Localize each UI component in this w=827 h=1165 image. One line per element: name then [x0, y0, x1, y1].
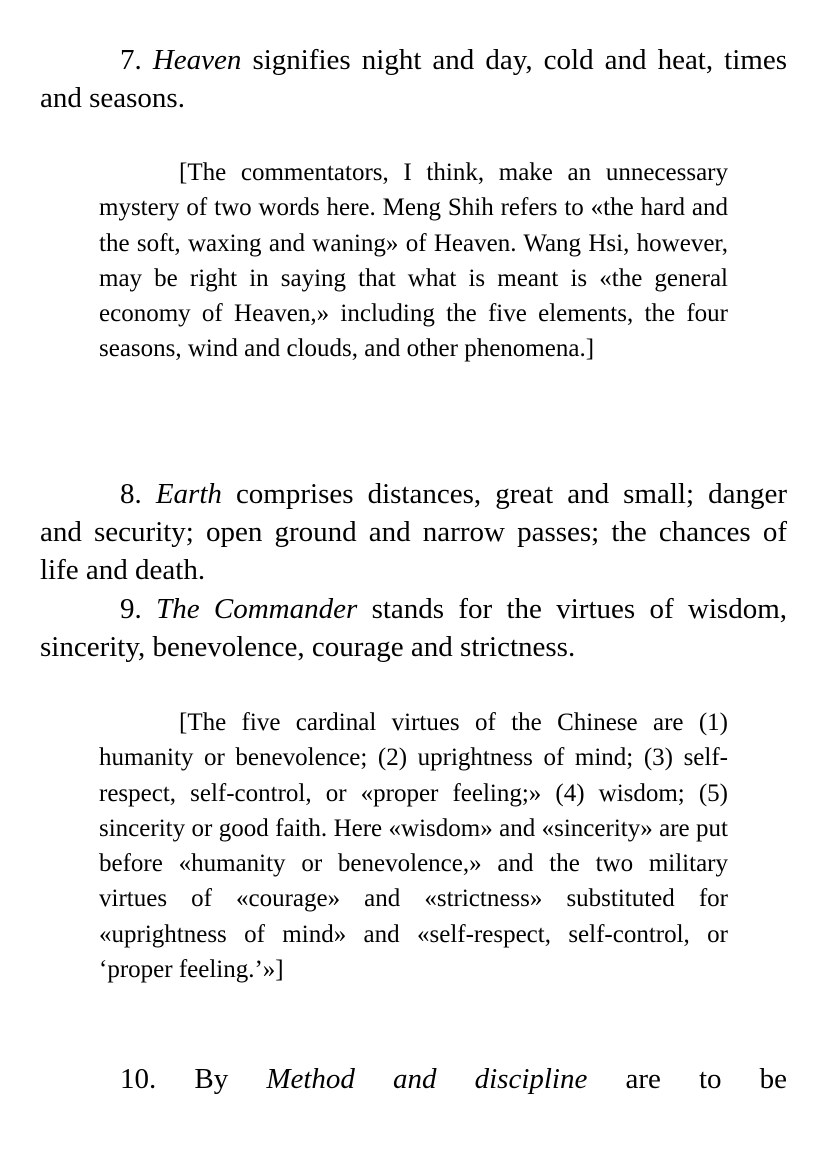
paragraph-9: [40, 590, 787, 666]
paragraph-9-number: 9.: [120, 593, 142, 625]
paragraph-8-number: 8.: [120, 478, 142, 510]
paragraph-10-term: Method and discipline: [266, 1063, 588, 1095]
paragraph-7: [40, 41, 787, 117]
paragraph-10-text: are to be: [625, 1063, 788, 1095]
commentary-note-7: [The commentators, I think, make an unnecessary mystery of two words here. Meng Shih refers to «the hard and the soft, waxing and waning» of Heaven. Wang Hsi, however, may be right in saying that what is meant is «the general economy of Heaven,» including the five elements, the four seasons, wind and clouds, and other phenomena.]: [99, 159, 728, 363]
paragraph-10: [40, 1060, 787, 1098]
paragraph-10-lead: By: [194, 1063, 229, 1095]
paragraph-8-term: Earth: [155, 478, 222, 510]
paragraph-8: [40, 475, 787, 589]
paragraph-7-number: 7.: [120, 44, 142, 76]
paragraph-8-text: comprises distances, great and small; danger and security; open ground and narrow passes; the chances of life and death.: [40, 478, 787, 586]
paragraph-10-number: 10.: [120, 1063, 157, 1095]
paragraph-9-text: stands for the virtues of wisdom, sincerity, benevolence, courage and strictness.: [40, 593, 788, 663]
paragraph-7-term: Heaven: [152, 44, 242, 76]
paragraph-9-term: The Commander: [156, 593, 358, 625]
commentary-note-9: [The five cardinal virtues of the Chinese are (1) humanity or benevolence; (2) uprightness of mind; (3) self-respect, self-control, or «proper feeling;» (4) wisdom; (5) sincerity or good faith. Here «wisdom» and «sincerity» are put before «humanity or benevolence,» and the two military virtues of «courage» and «strictness» substituted for «uprightness of mind» and «self-respect, self-control, or ‘proper feeling.’»]: [99, 709, 728, 984]
paragraph-7-text: signifies night and day, cold and heat, times and seasons.: [40, 44, 788, 114]
